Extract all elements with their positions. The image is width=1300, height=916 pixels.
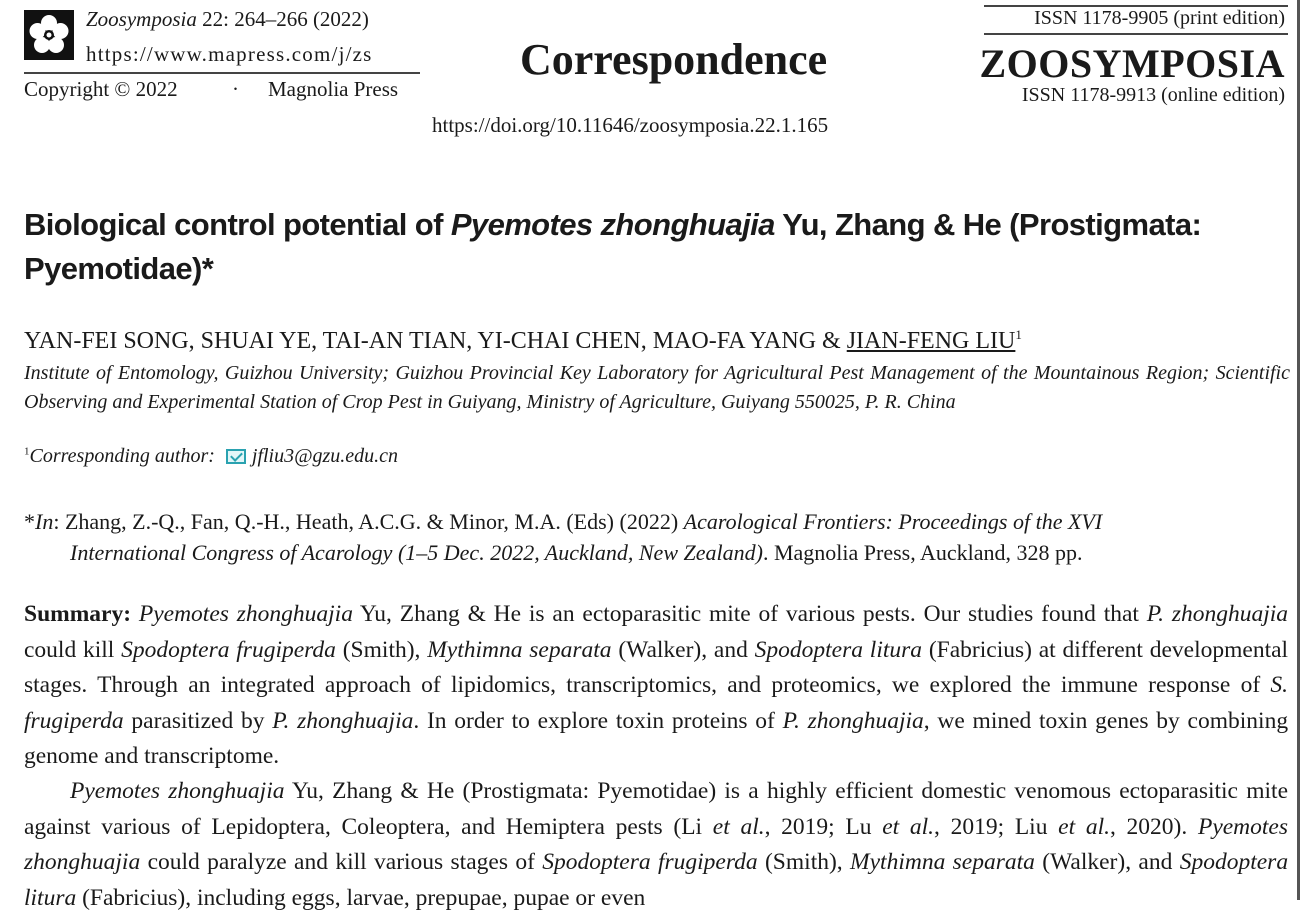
header-rule (24, 72, 420, 74)
in-prefix: In (35, 509, 54, 534)
text: (Walker), and (618, 636, 748, 663)
text: (Walker), and (1042, 849, 1173, 875)
species: P. zhonghuajia (272, 707, 414, 734)
species: Pyemotes zhonghuajia (70, 778, 285, 804)
species: Mythimna separata (850, 849, 1035, 875)
corresponding-author-line (24, 445, 398, 468)
et-al: et al. (712, 813, 765, 840)
et-al: et al. (882, 813, 935, 840)
in-reference (24, 506, 1288, 568)
journal-logo (24, 10, 74, 60)
species: Spodoptera litura (24, 849, 1289, 911)
text: Yu, Zhang & He (Prostigmata: Pyemotidae) is a highly efficient domestic venomous ectoparasitic mite against various of Lepidoptera, Coleoptera, and Hemiptera pests (Li (24, 778, 1288, 840)
text: (Smith), (342, 636, 421, 663)
body-paragraph (24, 774, 1288, 916)
author-mark: 1 (1015, 327, 1022, 342)
species: Pyemotes zhonghuajia (138, 601, 353, 627)
species: Mythimna separata (427, 636, 612, 663)
title-part1: Biological control potential of (24, 207, 443, 242)
authors-main: YAN-FEI SONG, SHUAI YE, TAI-AN TIAN, YI-CHAI CHEN, MAO-FA YANG & (24, 328, 841, 354)
corr-mark: 1 (24, 445, 30, 458)
species: P. zhonghuajia (782, 707, 924, 734)
book-title-1: Acarological Frontiers: Proceedings of the XVI (683, 509, 1103, 534)
email-icon[interactable] (226, 449, 246, 464)
species: Spodoptera litura (754, 636, 923, 663)
species: S. frugiperda (24, 672, 1289, 734)
species: Pyemotes zhonghuajia (24, 813, 1289, 875)
corr-label: Corresponding author: (29, 445, 215, 467)
text: , 2019; Lu (764, 813, 872, 840)
text: , 2019; Liu (934, 813, 1048, 840)
editors: Zhang, Z.-Q., Fan, Q.-H., Heath, A.C.G. & Minor, M.A. (Eds) (2022) (64, 509, 679, 534)
volume-pages: 22: 264–266 (2022) (202, 7, 369, 31)
species: Spodoptera frugiperda (542, 849, 758, 875)
book-tail: . Magnolia Press, Auckland, 328 pp. (762, 540, 1083, 565)
species: P. zhonghuajia (1146, 601, 1289, 627)
issn-print: ISSN 1178-9905 (print edition) (1034, 7, 1285, 29)
journal-citation (86, 7, 369, 32)
issn-online: ISSN 1178-9913 (online edition) (1021, 84, 1285, 106)
brand-name: ZOOSYMPOSIA (979, 41, 1285, 86)
text: parasitized by (131, 707, 265, 734)
text: , 2020). (1109, 813, 1188, 840)
separator-dot: · (232, 77, 239, 101)
corresponding-author-name[interactable]: JIAN-FENG LIU (846, 328, 1016, 354)
issn-mid-rule (984, 33, 1288, 35)
journal-name: Zoosymposia (86, 7, 197, 31)
copyright: Copyright © 2022 (24, 77, 178, 101)
text: Yu, Zhang & He is an ectoparasitic mite of various pests. Our studies found that (359, 601, 1139, 627)
text: , we mined toxin genes by combining genome and transcriptome. (24, 707, 1289, 769)
email-link[interactable]: jfliu3@gzu.edu.cn (251, 445, 399, 467)
text: (Fabricius), including eggs, larvae, prepupae, pupae or even (82, 884, 646, 911)
publisher: Magnolia Press (268, 77, 399, 101)
summary-label: Summary: (24, 601, 132, 627)
article-title (24, 203, 1290, 291)
flower-logo-icon (24, 10, 74, 60)
summary-paragraph (24, 597, 1288, 775)
affiliation: Institute of Entomology, Guizhou University; Guizhou Provincial Key Laboratory for Agricultural Pest Management of the Mountainous Region; Scientific Observing and Experimental Station of Crop Pest in Guiyang, Ministry of Agriculture, Guiyang 550025, P. R. China (24, 362, 1290, 413)
in-ref-line2 (24, 537, 1288, 568)
text: could paralyze and kill various stages of (147, 849, 535, 875)
author-list (24, 327, 1022, 355)
species: Spodoptera frugiperda (121, 636, 336, 663)
doi-link[interactable]: https://doi.org/10.11646/zoosymposia.22.1.165 (432, 113, 829, 137)
section-heading: Correspondence (520, 35, 828, 84)
journal-url[interactable]: https://www.mapress.com/j/zs (86, 42, 373, 66)
book-title-2: International Congress of Acarology (1–5 Dec. 2022, Auckland, New Zealand) (70, 540, 763, 565)
in-ref-line1: *In: Zhang, Z.-Q., Fan, Q.-H., Heath, A.C.G. & Minor, M.A. (Eds) (2022) Acarological Frontiers: Proceedings of the XVI (24, 509, 1103, 534)
title-part2: Yu, Zhang & He (Prostigmata: Pyemotidae)* (24, 207, 1202, 286)
title-species: Pyemotes zhonghuajia (450, 207, 775, 242)
text: (Smith), (764, 849, 843, 875)
text: could kill (24, 636, 115, 663)
text: . In order to explore toxin proteins of (413, 707, 775, 734)
et-al: et al. (1058, 813, 1110, 840)
text: (Fabricius) at different developmental stages. Through an integrated approach of lipidomics, transcriptomics, and proteomics, we explored the immune response of (24, 636, 1289, 698)
